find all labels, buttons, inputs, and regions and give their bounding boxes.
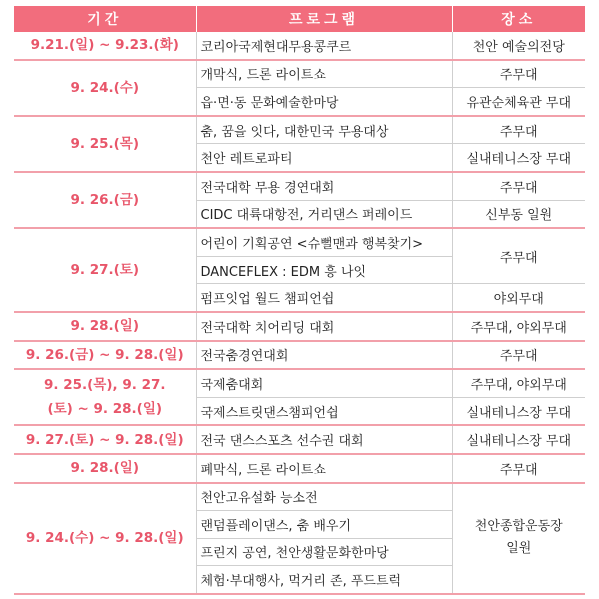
- table-row: [14, 425, 585, 454]
- program-cell: 춤, 꿈을 잇다, 대한민국 무용대상: [196, 116, 452, 144]
- program-cell: DANCEFLEX : EDM 흥 나잇: [196, 256, 452, 284]
- program-cell: 폐막식, 드론 라이트쇼: [196, 454, 452, 483]
- venue-cell: 주무대: [452, 454, 585, 483]
- table-row: [14, 116, 585, 144]
- program-cell: 펌프잇업 월드 챔피언쉽: [196, 284, 452, 312]
- table-row: [14, 369, 585, 397]
- period-cell: 9. 28.(일): [14, 312, 196, 341]
- period-cell: 9. 24.(수): [14, 60, 196, 116]
- program-cell: 전국춤경연대회: [196, 341, 452, 370]
- period-cell: 9. 27.(토) ~ 9. 28.(일): [14, 425, 196, 454]
- venue-cell: 주무대: [452, 60, 585, 88]
- program-cell: 국제스트릿댄스챔피언쉽: [196, 397, 452, 425]
- program-cell: 체험·부대행사, 먹거리 존, 푸드트럭: [196, 566, 452, 594]
- program-cell: 랜덤플레이댄스, 춤 배우기: [196, 511, 452, 539]
- table-row: [14, 228, 585, 256]
- table-row: [14, 312, 585, 341]
- venue-cell: 주무대, 야외무대: [452, 312, 585, 341]
- program-cell: CIDC 대륙대항전, 거리댄스 퍼레이드: [196, 200, 452, 228]
- venue-cell: 실내테니스장 무대: [452, 397, 585, 425]
- schedule-body: [14, 32, 585, 594]
- venue-cell: 신부동 일원: [452, 200, 585, 228]
- table-row: [14, 172, 585, 200]
- venue-cell: 주무대, 야외무대: [452, 369, 585, 397]
- table-header-row: [14, 6, 585, 32]
- venue-cell: 주무대: [452, 228, 585, 284]
- venue-cell: 주무대: [452, 172, 585, 200]
- period-cell: 9. 25.(목): [14, 116, 196, 172]
- program-cell: 읍·면·동 문화예술한마당: [196, 88, 452, 116]
- venue-cell: 천안 예술의전당: [452, 32, 585, 60]
- program-cell: 개막식, 드론 라이트쇼: [196, 60, 452, 88]
- venue-cell: 유관순체육관 무대: [452, 88, 585, 116]
- program-cell: 전국대학 무용 경연대회: [196, 172, 452, 200]
- schedule-table: [14, 6, 585, 595]
- program-cell: 프린지 공연, 천안생활문화한마당: [196, 538, 452, 566]
- table-row: [14, 60, 585, 88]
- venue-cell: 실내테니스장 무대: [452, 144, 585, 172]
- header-program: 프로그램: [196, 6, 452, 32]
- venue-cell: 천안종합운동장 일원: [452, 483, 585, 594]
- table-row: [14, 454, 585, 483]
- period-cell: 9. 24.(수) ~ 9. 28.(일): [14, 483, 196, 594]
- period-cell: 9. 26.(금) ~ 9. 28.(일): [14, 341, 196, 370]
- program-cell: 어린이 기획공연 <슈뻘맨과 행복찾기>: [196, 228, 452, 256]
- table-row: [14, 483, 585, 511]
- table-row: [14, 341, 585, 370]
- program-cell: 전국 댄스스포츠 선수권 대회: [196, 425, 452, 454]
- program-cell: 천안 레트로파티: [196, 144, 452, 172]
- program-cell: 코리아국제현대무용콩쿠르: [196, 32, 452, 60]
- period-cell: 9. 26.(금): [14, 172, 196, 228]
- program-cell: 전국대학 치어리딩 대회: [196, 312, 452, 341]
- period-cell: 9. 25.(목), 9. 27.(토) ~ 9. 28.(일): [14, 369, 196, 425]
- program-cell: 국제춤대회: [196, 369, 452, 397]
- venue-cell: 야외무대: [452, 284, 585, 312]
- venue-cell: 실내테니스장 무대: [452, 425, 585, 454]
- period-cell: 9.21.(일) ~ 9.23.(화): [14, 32, 196, 60]
- venue-cell: 주무대: [452, 116, 585, 144]
- period-cell: 9. 28.(일): [14, 454, 196, 483]
- header-venue: 장소: [452, 6, 585, 32]
- header-period: 기간: [14, 6, 196, 32]
- period-cell: 9. 27.(토): [14, 228, 196, 312]
- table-row: [14, 32, 585, 60]
- program-cell: 천안고유설화 능소전: [196, 483, 452, 511]
- venue-cell: 주무대: [452, 341, 585, 370]
